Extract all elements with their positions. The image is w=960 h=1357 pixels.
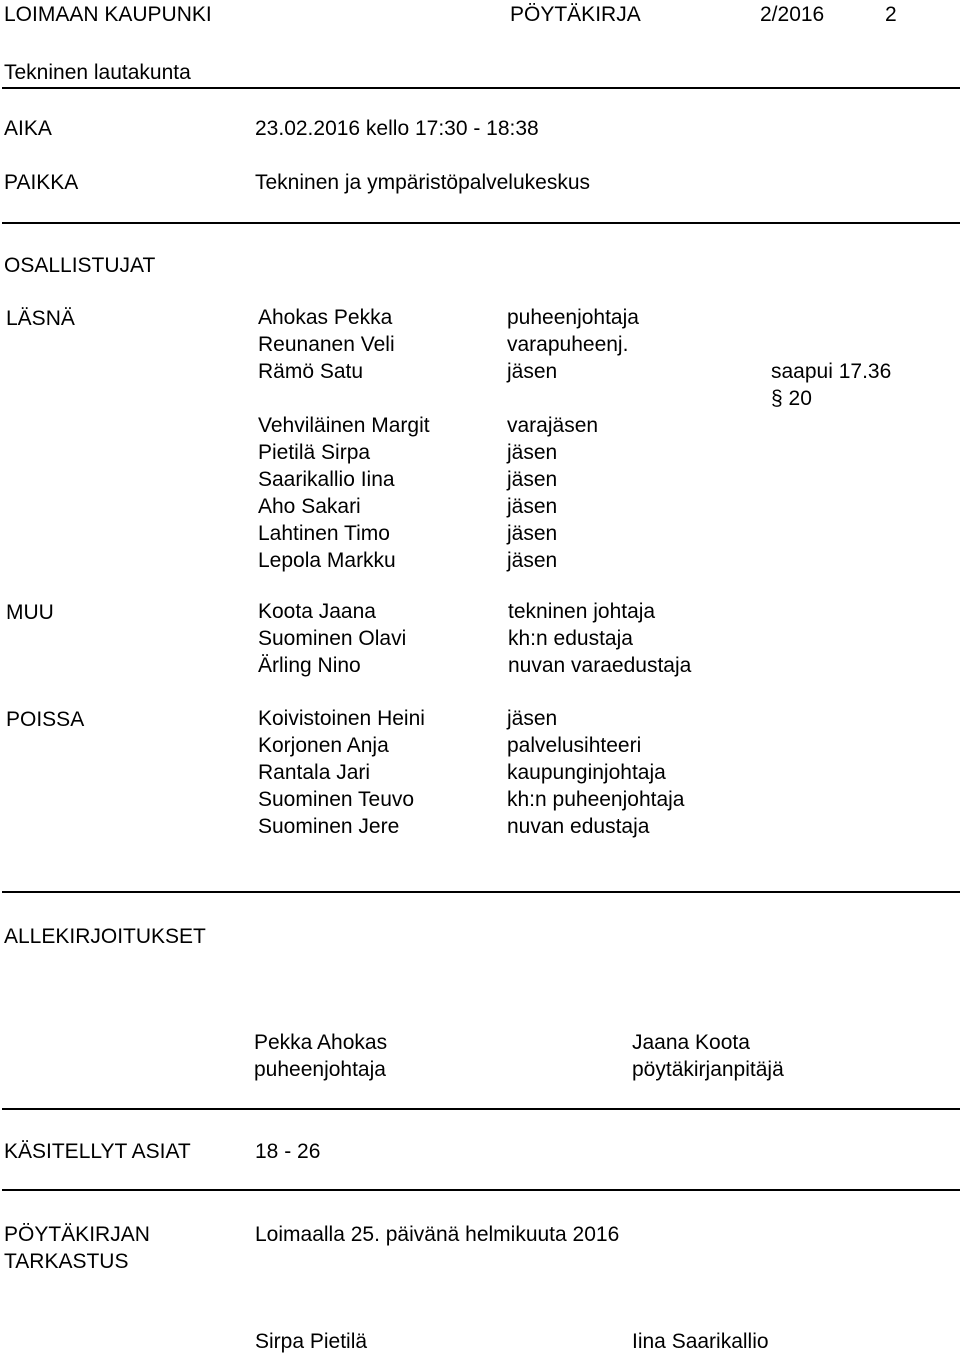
absent-label: POISSA [6,708,85,731]
absent-name: Suominen Jere [258,815,400,838]
time-value: 23.02.2016 kello 17:30 - 18:38 [255,117,539,140]
divider [2,1108,960,1110]
other-role: nuvan varaedustaja [508,654,692,677]
place-label: PAIKKA [4,171,79,194]
reviewer-2: Iina Saarikallio [632,1330,769,1353]
absent-name: Suominen Teuvo [258,788,415,811]
handled-value: 18 - 26 [255,1140,321,1163]
present-label: LÄSNÄ [6,307,75,330]
present-name: Aho Sakari [258,495,361,518]
present-role: jäsen [507,468,558,491]
divider [2,891,960,893]
absent-name: Koivistoinen Heini [258,707,425,730]
city-name: LOIMAAN KAUPUNKI [4,3,212,26]
divider [2,1189,960,1191]
absent-role: kaupunginjohtaja [507,761,666,784]
handled-label: KÄSITELLYT ASIAT [4,1140,191,1163]
review-place-date: Loimaalla 25. päivänä helmikuuta 2016 [255,1223,620,1246]
present-name: Saarikallio Iina [258,468,395,491]
other-role: kh:n edustaja [508,627,633,650]
document-number: 2/2016 [760,3,825,26]
present-name: Ahokas Pekka [258,306,393,329]
other-name: Koota Jaana [258,600,376,623]
review-label-line2: TARKASTUS [4,1250,129,1273]
page-number: 2 [885,3,897,26]
present-role: jäsen [507,549,558,572]
participants-heading: OSALLISTUJAT [4,254,156,277]
divider [2,87,960,89]
review-label-line1: PÖYTÄKIRJAN [4,1223,150,1246]
other-label: MUU [6,601,54,624]
time-label: AIKA [4,117,52,140]
secretary-role: pöytäkirjanpitäjä [632,1058,784,1081]
absent-name: Rantala Jari [258,761,371,784]
present-role: jäsen [507,522,558,545]
chair-name: Pekka Ahokas [254,1031,388,1054]
present-name: Lepola Markku [258,549,396,572]
present-role: jäsen [507,360,558,383]
present-name: Reunanen Veli [258,333,395,356]
signatures-heading: ALLEKIRJOITUKSET [4,925,206,948]
present-role: varapuheenj. [507,333,629,356]
present-name [258,385,430,412]
other-names [258,598,406,679]
present-name: Pietilä Sirpa [258,441,371,464]
absent-name: Korjonen Anja [258,734,389,757]
other-role: tekninen johtaja [508,600,656,623]
present-role: puheenjohtaja [507,306,639,329]
present-names [258,304,430,574]
arrival-note: saapui 17.36 [771,360,892,383]
present-role [507,385,639,412]
section-note: § 20 [771,387,812,410]
present-role: varajäsen [507,414,599,437]
present-name: Lahtinen Timo [258,522,390,545]
present-roles [507,304,639,574]
other-name: Ärling Nino [258,654,361,677]
document-type: PÖYTÄKIRJA [510,3,641,26]
absent-names [258,705,425,840]
present-role: jäsen [507,441,558,464]
absent-role: nuvan edustaja [507,815,650,838]
other-name: Suominen Olavi [258,627,407,650]
present-role: jäsen [507,495,558,518]
present-name: Rämö Satu [258,360,364,383]
reviewer-1: Sirpa Pietilä [255,1330,368,1353]
absent-role: palvelusihteeri [507,734,642,757]
secretary-name: Jaana Koota [632,1031,750,1054]
absent-role: jäsen [507,707,558,730]
chair-role: puheenjohtaja [254,1058,386,1081]
present-name: Vehviläinen Margit [258,414,430,437]
absent-role: kh:n puheenjohtaja [507,788,685,811]
board-name: Tekninen lautakunta [4,61,191,84]
other-roles [508,598,691,679]
divider [2,222,960,224]
absent-roles [507,705,685,840]
present-notes [771,358,891,412]
place-value: Tekninen ja ympäristöpalvelukeskus [255,171,591,194]
